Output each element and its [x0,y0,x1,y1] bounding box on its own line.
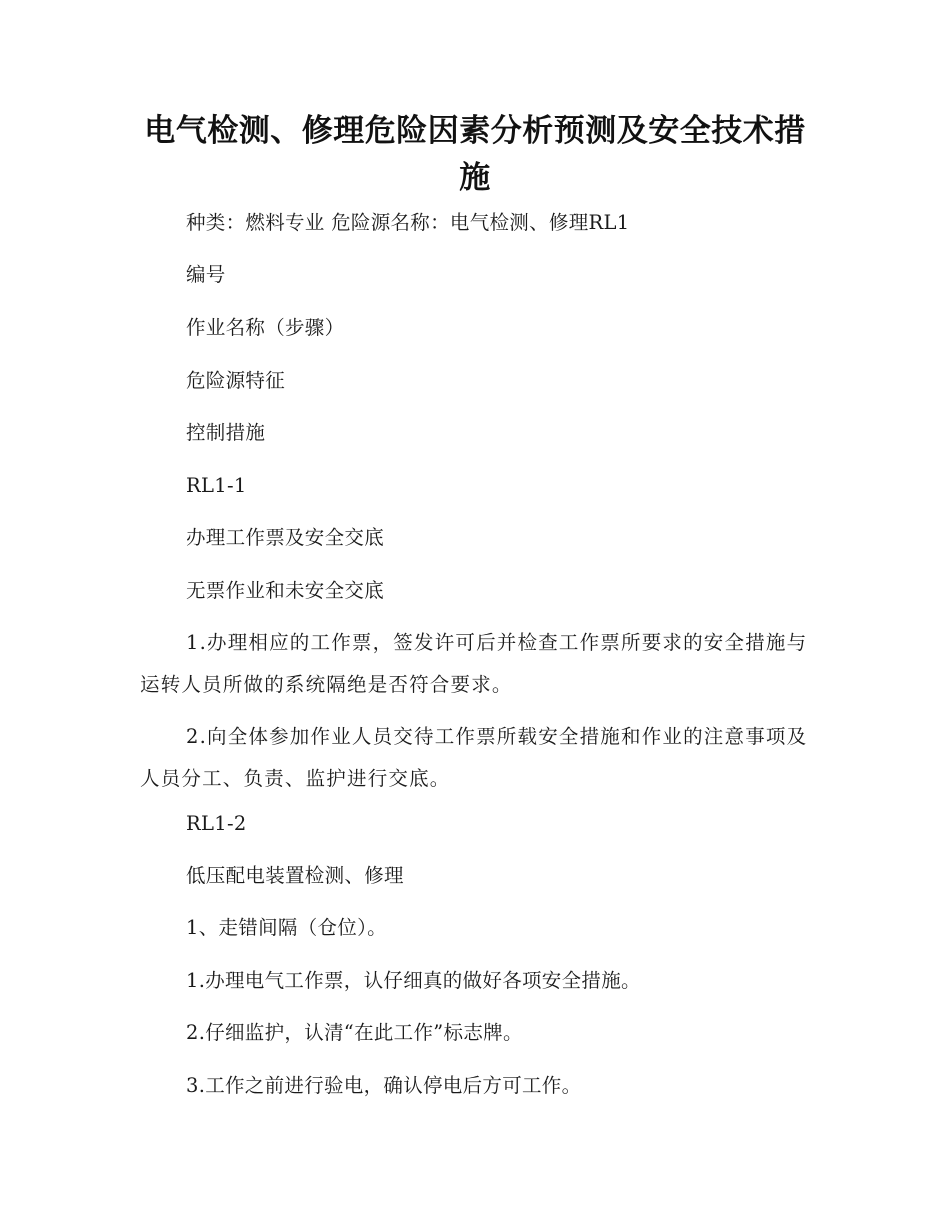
operation-name-label: 作业名称（步骤） [186,316,345,339]
number-label: 编号 [186,263,226,286]
item-operation: 办理工作票及安全交底 [186,526,385,549]
item-code: RL1-1 [186,474,247,497]
measure-paragraph: 2.向全体参加作业人员交待工作票所载安全措施和作业的注意事项及人员分工、负责、监护进行交底。 [140,725,808,790]
item-hazard: 无票作业和未安全交底 [186,579,385,602]
control-measures-label: 控制措施 [186,421,266,444]
category-line: 种类：燃料专业 危险源名称：电气检测、修理RL1 [186,211,630,234]
measure-paragraph: 1.办理相应的工作票，签发许可后并检查工作票所要求的安全措施与运转人员所做的系统隔绝是否符合要求。 [140,631,808,696]
item-hazard: 1、走错间隔（仓位）。 [186,916,387,939]
hazard-feature-label: 危险源特征 [186,369,286,392]
measure-line: 2.仔细监护，认清“在此工作”标志牌。 [186,1021,523,1044]
item-code: RL1-2 [186,812,247,835]
document-title: 电气检测、修理危险因素分析预测及安全技术措施 [144,113,806,196]
measure-line: 3.工作之前进行验电，确认停电后方可工作。 [186,1074,582,1097]
measure-line: 1.办理电气工作票，认仔细真的做好各项安全措施。 [186,969,641,992]
item-operation: 低压配电装置检测、修理 [186,864,404,887]
